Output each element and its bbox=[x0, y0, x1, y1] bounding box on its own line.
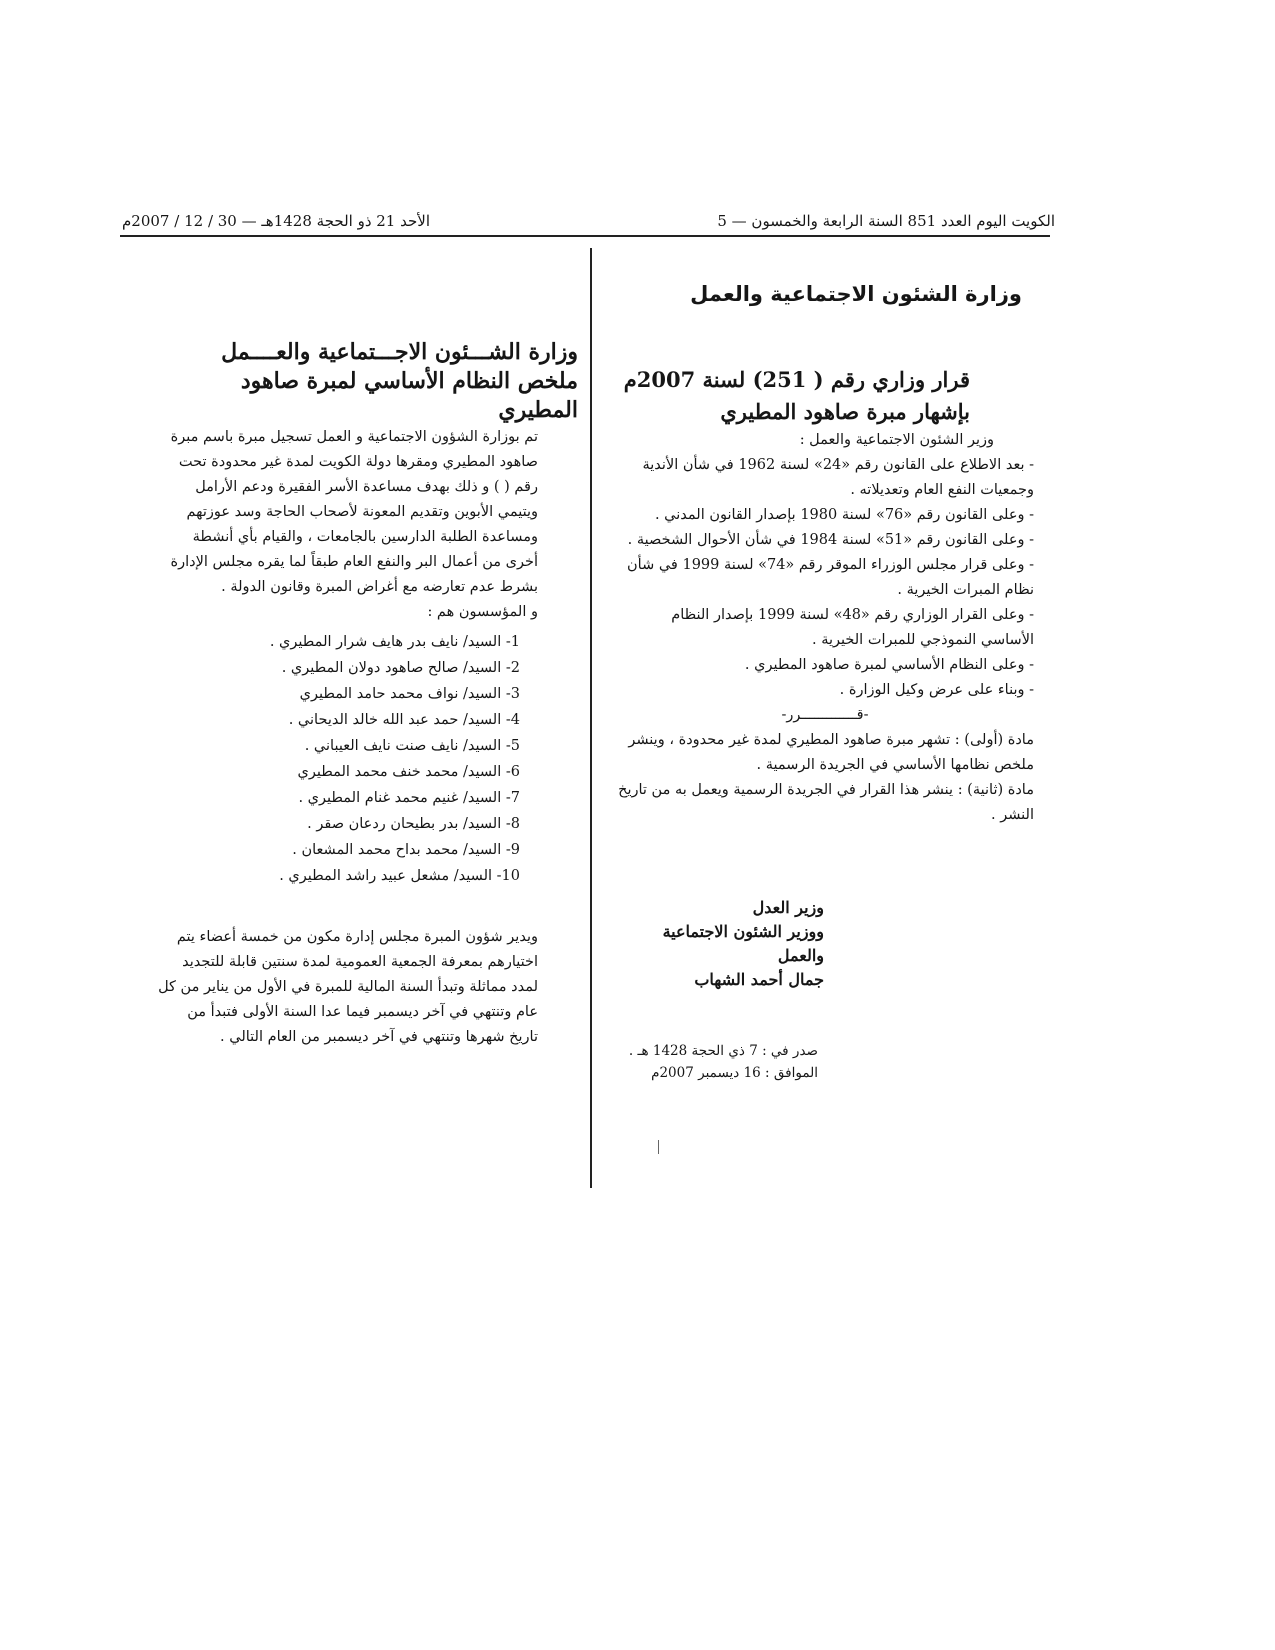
founder-item: 1- السيد/ نايف بدر هايف شرار المطيري . bbox=[269, 634, 520, 650]
minister-signature bbox=[616, 896, 824, 992]
decision-title bbox=[616, 364, 970, 428]
issued-gregorian: الموافق : 16 ديسمبر 2007م bbox=[651, 1065, 818, 1081]
article-1: مادة (أولى) : تشهر مبرة صاهود المطيري لمدة غير محدودة ، وينشر ملخص نظامها الأساسي في الجريدة الرسمية . bbox=[628, 732, 1034, 773]
column-divider bbox=[590, 248, 592, 1188]
decision-title-line2: بإشهار مبرة صاهود المطيري bbox=[720, 399, 970, 424]
decision-column bbox=[616, 282, 1034, 1084]
preamble-5: - وعلى القرار الوزاري رقم «48» لسنة 1999 بإصدار النظام الأساسي النموذجي للمبرات الخيرية . bbox=[671, 607, 1034, 648]
founder-item: 2- السيد/ صالح صاهود دولان المطيري . bbox=[281, 660, 520, 676]
decision-title-line1: قرار وزاري رقم ( 251) لسنة 2007م bbox=[623, 367, 970, 392]
header-rule bbox=[120, 235, 1050, 237]
preamble-4: - وعلى قرار مجلس الوزراء الموقر رقم «74» لسنة 1999 في شأن نظام المبرات الخيرية . bbox=[627, 557, 1034, 598]
statute-summary-column bbox=[158, 338, 578, 1050]
founder-item: 5- السيد/ نايف صنت نايف العيباني . bbox=[304, 738, 520, 754]
minister-intro: وزير الشئون الاجتماعية والعمل : bbox=[799, 432, 994, 448]
decided-heading: -قـــــــــــــرر- bbox=[781, 707, 869, 723]
founder-item: 7- السيد/ غنيم محمد غنام المطيري . bbox=[298, 790, 520, 806]
board-paragraph bbox=[158, 925, 578, 1050]
ministry-header: وزارة الشئون الاجتماعية والعمل bbox=[690, 282, 1022, 306]
founder-item: 9- السيد/ محمد بداح محمد المشعان . bbox=[292, 842, 520, 858]
issued-hijri: صدر في : 7 ذي الحجة 1428 هـ . bbox=[628, 1043, 818, 1059]
founder-item: 8- السيد/ بدر بطيحان ردعان صقر . bbox=[307, 816, 520, 832]
summary-intro: تم بوزارة الشؤون الاجتماعية و العمل تسجيل مبرة باسم مبرة صاهود المطيري ومقرها دولة الكويت لمدة غير محدودة تحت رقم ( ) و ذلك بهدف مساعدة الأسر الفقيرة ودعم الأرامل ويتيمي الأبوين وتقديم المعونة لأصحاب الحاجة وسد عوزتهم ومساعدة الطلبة الدارسين بالجامعات ، والقيام بأي أنشطة أخرى من أعمال البر والنفع العام طبقاً لما يقره مجلس الإدارة بشرط عدم تعارضه مع أغراض المبرة وقانون الدولة . bbox=[170, 429, 538, 595]
summary-title-line2: ملخص النظام الأساسي لمبرة صاهود المطيري bbox=[240, 368, 578, 423]
founders-intro: و المؤسسون هم : bbox=[427, 604, 538, 620]
header-issue-info: الكويت اليوم العدد 851 السنة الرابعة والخمسون — 5 bbox=[717, 212, 1055, 230]
article-2: مادة (ثانية) : ينشر هذا القرار في الجريدة الرسمية ويعمل به من تاريخ النشر . bbox=[618, 782, 1034, 823]
scan-tick-mark bbox=[658, 1140, 659, 1154]
signature-line1: وزير العدل bbox=[752, 898, 824, 917]
board-text: ويدير شؤون المبرة مجلس إدارة مكون من خمسة أعضاء يتم اختيارهم بمعرفة الجمعية العمومية لمدة سنتين قابلة للتجديد لمدد مماثلة وتبدأ السنة المالية للمبرة في الأول من يناير من كل عام وتنتهي في آخر ديسمبر فيما عدا السنة الأولى فتبدأ من تاريخ شهرها وتنتهي في آخر ديسمبر من العام التالي . bbox=[158, 929, 538, 1045]
founder-item: 4- السيد/ حمد عبد الله خالد الديحاني . bbox=[288, 712, 520, 728]
preamble-2: - وعلى القانون رقم «76» لسنة 1980 بإصدار القانون المدني . bbox=[654, 507, 1034, 523]
preamble-7: - وبناء على عرض وكيل الوزارة . bbox=[839, 682, 1034, 698]
founder-item: 10- السيد/ مشعل عبيد راشد المطيري . bbox=[279, 868, 520, 884]
signature-line3: جمال أحمد الشهاب bbox=[694, 970, 824, 989]
founder-item: 3- السيد/ نواف محمد حامد المطيري bbox=[299, 686, 520, 702]
issue-date-block bbox=[616, 1040, 818, 1084]
decision-body bbox=[616, 428, 1034, 828]
founders-list bbox=[158, 629, 520, 889]
preamble-6: - وعلى النظام الأساسي لمبرة صاهود المطيري . bbox=[744, 657, 1034, 673]
founder-item: 6- السيد/ محمد خنف محمد المطيري bbox=[297, 764, 520, 780]
header-date: الأحد 21 ذو الحجة 1428هـ — 30 / 12 / 2007م bbox=[122, 212, 430, 230]
signature-line2: ووزير الشئون الاجتماعية والعمل bbox=[662, 922, 824, 965]
summary-title bbox=[158, 338, 578, 425]
summary-title-line1: وزارة الشـــئون الاجـــتماعية والعــــمل bbox=[221, 339, 578, 365]
preamble-3: - وعلى القانون رقم «51» لسنة 1984 في شأن الأحوال الشخصية . bbox=[627, 532, 1034, 548]
summary-body bbox=[158, 425, 578, 625]
preamble-1: - بعد الاطلاع على القانون رقم «24» لسنة 1962 في شأن الأندية وجمعيات النفع العام وتعديلاته . bbox=[642, 457, 1034, 498]
